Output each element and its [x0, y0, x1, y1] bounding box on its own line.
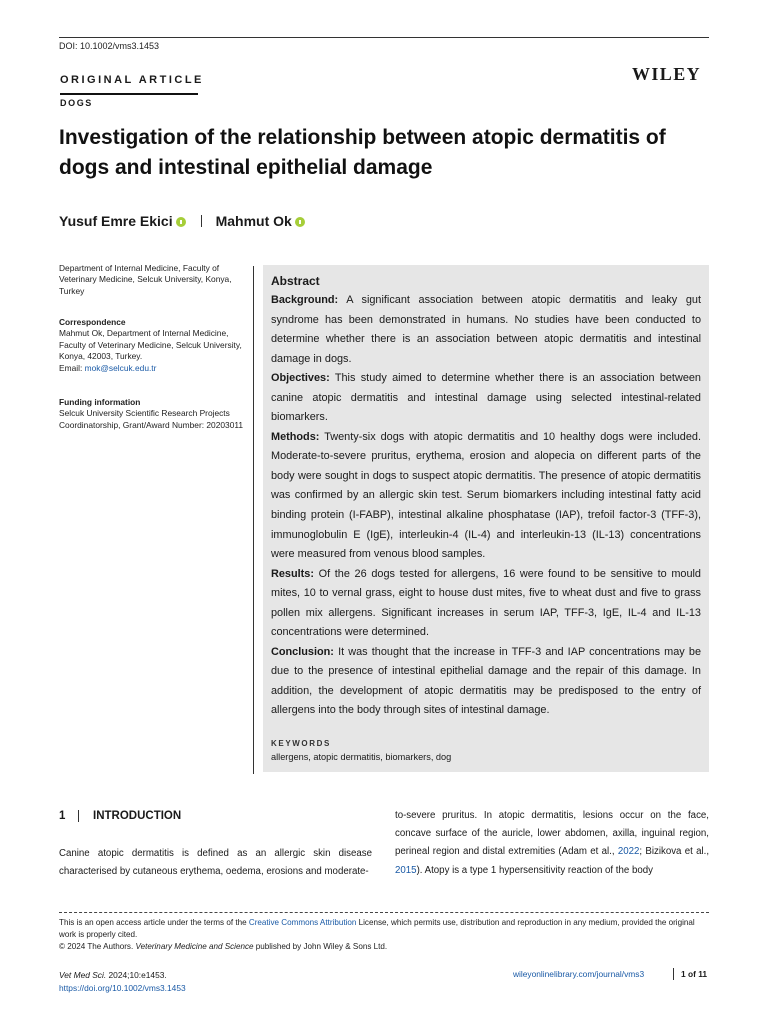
abstract-label: Methods: [271, 430, 320, 443]
section-title: INTRODUCTION [93, 810, 182, 822]
doi-link[interactable]: https://doi.org/10.1002/vms3.1453 [59, 983, 186, 993]
page-separator [673, 968, 674, 980]
citation-line: Vet Med Sci. 2024;10:e1453. [59, 970, 167, 980]
section-number: 1 [59, 810, 66, 822]
reference-link[interactable]: 2022 [617, 846, 640, 858]
section-separator [78, 810, 79, 822]
abstract-heading: Abstract [271, 274, 320, 288]
article-type-rule [60, 93, 198, 95]
keywords-heading: KEYWORDS [271, 739, 331, 748]
license-footnote [59, 917, 714, 953]
author-name[interactable]: Yusuf Emre Ekici [59, 213, 173, 229]
copyright-text: © 2024 The Authors. Veterinary Medicine and Science published by John Wiley & Sons Ltd. [59, 942, 388, 951]
top-rule [59, 37, 709, 38]
orcid-icon[interactable] [176, 217, 186, 227]
intro-text-right: to-severe pruritus. In atopic dermatitis, lesions occur on the face, concave surface of the auricle, lower abdomen, axilla, inguinal region, perineal region and distal extremities (Adam et al., 2022; Bizikova et al., 2015). Atopy is a type 1 hypersensitivity reaction of the body [395, 810, 710, 876]
journal-url-link[interactable]: wileyonlinelibrary.com/journal/vms3 [513, 969, 645, 979]
email-label: Email: [59, 362, 85, 373]
abstract-label: Objectives: [271, 372, 330, 385]
abstract-methods: Methods: Twenty-six dogs with atopic dermatitis and 10 healthy dogs were included. Moderate-to-severe pruritus, erythema, erosion and alopecia on different parts of the body were sought in dogs to suspect atopic dermatitis. The presence of atopic dermatitis was confirmed by an allergic skin test. Serum biomarkers including intestinal fatty acid binding protein (I-FABP), intestinal alkaline phosphatase (IAP), trefoil factor-3 (TFF-3), immunoglobulin E (IgE), interleukin-4 (IL-4) and interleukin-13 (IL-13) concentrations were measured from venous blood samples. [271, 430, 701, 561]
article-subject: DOGS [60, 98, 93, 108]
correspondence-text: Mahmut Ok, Department of Internal Medicine, Faculty of Veterinary Medicine, Selcuk University, Konya, 42003, Turkey. [59, 328, 242, 362]
license-text: This is an open access article under the terms of the Creative Commons Attribution License, which permits use, distribution and reproduction in any medium, provided the original work is properly cited. [59, 918, 695, 939]
intro-text-left: Canine atopic dermatitis is defined as an allergic skin disease characterised by cutaneous erythema, oedema, erosions and moderate- [59, 848, 372, 878]
correspondence-block [59, 317, 249, 374]
email-link[interactable]: mok@selcuk.edu.tr [84, 362, 157, 373]
author-list [59, 213, 308, 229]
abstract-label: Conclusion: [271, 645, 334, 658]
footnote-rule [59, 912, 709, 913]
abstract-conclusion: Conclusion: It was thought that the increase in TFF-3 and IAP concentrations may be due to the presence of intestinal epithelial damage and the repair of this damage. In addition, the development of atopic dermatitis may be predisposed to the entry of allergens into the body through sites of intestinal damage. [271, 645, 701, 717]
abstract-results: Results: Of the 26 dogs tested for allergens, 16 were found to be sensitive to mould mites, 10 to vernal grass, eight to house dust mites, five to wheat dust and five to grass pollen mix allergens. Significant increases in serum IAP, TFF-3, IgE, IL-4 and IL-13 concentrations were determined. [271, 567, 701, 639]
doi-label: DOI: 10.1002/vms3.1453 [59, 41, 160, 51]
funding-heading: Funding information [59, 397, 141, 407]
funding-block [59, 397, 249, 431]
reference-link[interactable]: 2015 [395, 864, 417, 876]
abstract-label: Results: [271, 567, 314, 580]
publisher-logo: WILEY [632, 64, 702, 84]
citation-block [59, 969, 186, 995]
article-title: Investigation of the relationship between atopic dermatitis of dogs and intestinal epithelial damage [59, 126, 666, 179]
abstract-label: Background: [271, 294, 339, 306]
page-number: 1 of 11 [681, 969, 708, 979]
author-name[interactable]: Mahmut Ok [215, 213, 292, 229]
article-type: ORIGINAL ARTICLE [60, 74, 204, 86]
abstract-background: Background: A significant association between atopic dermatitis and leaky gut syndrome has been demonstrated in humans. No studies have been conducted to determine whether there is an association between atopic dermatitis and intestinal damage in dogs. [271, 294, 701, 365]
abstract-body [271, 291, 701, 721]
affiliation: Department of Internal Medicine, Faculty of Veterinary Medicine, Selcuk University, Konya, Turkey [59, 263, 232, 296]
author-separator [201, 215, 202, 227]
orcid-icon[interactable] [295, 217, 305, 227]
correspondence-email-line [59, 363, 249, 374]
funding-text: Selcuk University Scientific Research Projects Coordinatorship, Grant/Award Number: 20203011 [59, 408, 244, 430]
keywords-list: allergens, atopic dermatitis, biomarkers, dog [271, 752, 452, 762]
abstract-objectives: Objectives: This study aimed to determine whether there is an association between canine atopic dermatitis and intestinal damage using selected intestinal-related biomarkers. [271, 372, 701, 424]
correspondence-heading: Correspondence [59, 317, 126, 327]
column-divider [253, 266, 254, 774]
license-link[interactable]: Creative Commons Attribution [248, 918, 357, 927]
